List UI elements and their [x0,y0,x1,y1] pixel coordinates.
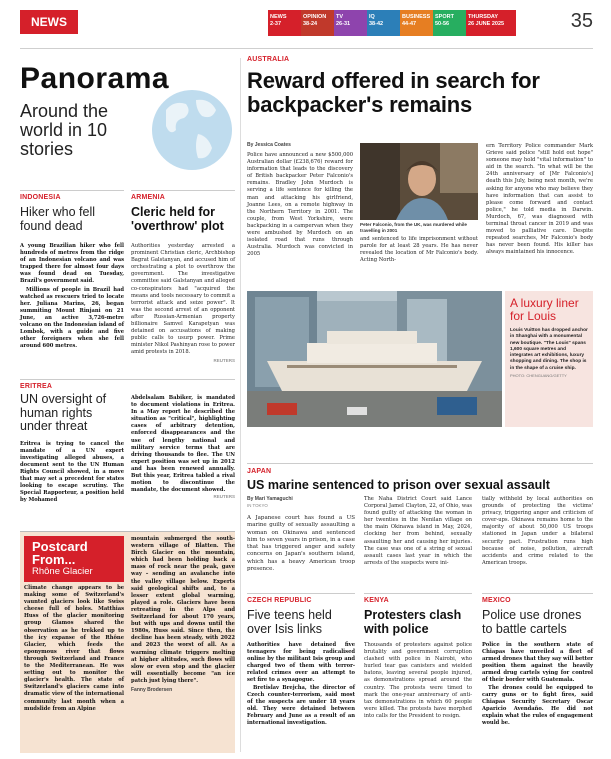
czech-body: Bretislav Brejcha, the director of Czech counter-terrorism, said most of the suspects are under 18 years old. They were detained between February and June as a result of an international investigation. [247,684,355,727]
japan-byline: By Mari Yamaguchi [247,496,293,502]
indonesia-lead: A young Brazilian hiker who fell hundreds of metres from the ridge of an Indonesian volcano and was trapped there for almost four days was found dead on Tuesday, Brazil's government said. [20,243,124,285]
nav-section-label: NEWS [270,14,287,20]
postcard-byline: Fanny Brodersen [131,686,173,693]
story-armenia [131,190,235,363]
nav-section-pages: 50-56 [435,21,450,28]
nav-section-pages: 2-37 [270,21,282,28]
indonesia-kicker: INDONESIA [20,194,61,201]
eritrea-headline: UN oversight of human rights under threat [20,392,107,433]
kenya-headline: Protesters clash with police [364,608,462,636]
japan-headline: US marine sentenced to prison over sexual assault [247,478,550,492]
nav-section-pages: 38-42 [369,21,384,28]
postcard-title-block [24,536,124,582]
panorama-banner [20,62,232,192]
globe-icon [152,82,232,186]
czech-lead: Authorities have detained five teenagers for being radicalised online by the militant Isis group and charged two of them with terror-related crimes over an attempt to set fire to a synagogue. [247,642,355,684]
liner-credit: PHOTO: CHENGUANG/GETTY [510,373,567,379]
nav-section-pages: 38-24 [303,21,318,28]
nav-section-sport[interactable] [433,10,466,36]
nav-section-tv[interactable] [334,10,367,36]
panorama-title: Panorama [20,62,170,95]
japan-kicker: JAPAN [247,468,272,475]
nav-section-label: TV [336,14,344,20]
date-value: 26 JUNE 2025 [468,21,505,28]
armenia-credit: REUTERS [213,357,235,363]
date-label: THURSDAY [468,14,499,20]
mexico-headline: Police use drones to battle cartels [482,608,582,636]
story-czech [247,593,355,727]
liner-caption: Louis Vuitton has dropped anchor in Shanghai with a monumental new boutique. "The Louis" spans 1,600 square metres and integrates art exhibitions, luxury shopping and dining. The shop is in the shape of a cruise ship. [510,328,588,371]
kenya-kicker: KENYA [364,597,389,604]
nav-section-label: BUSINESS [402,14,431,20]
indonesia-headline: Hiker who fell found dead [20,205,96,233]
nav-section-pages: 44-47 [402,21,417,28]
japan-col-2: The Naha District Court said Lance Corporal Jamel Clayton, 22, of Ohio, was found guilty of attacking the woman in her twenties in the Nenilan village on the main Okinawa island in May, 2024, clocking her from behind, sexually assaulting her and causing her injuries. The case was one of a string of sexual assault cases last year in which the arrests of the suspects were ini- [364,496,472,566]
nav-section-label: OPINION [303,14,327,20]
indonesia-body: Millions of people in Brazil had watched as rescuers tried to locate her. Juliana Marins, 26, began summiting Mount Rinjani on 21 June, an active 3,726-metre volcano on the Indonesian island of Lombok, with a guide and five other foreigners when she fell around 600 metres. [20,286,124,350]
australia-byline: By Jessica Coates [247,142,291,148]
section-tab: NEWS [20,10,78,34]
armenia-body: Authorities yesterday arrested a prominent Christian cleric, Archbishop Bagrat Galstanyan, and accused him of orchestrating a plot to overthrow the government. The investigative committee said Galstanyan and alleged co-conspirators had "acquired the means and tools necessary to commit a terrorist attack and seize power". It was the second arrest of an opponent after Russian-Armenian property billionaire Samvel Karapetyan was detained on accusations of making public calls to usurp power. Prime minister Nikol Pashinyan rose to power amid protests in 2018. [131,243,235,356]
nav-section-opinion[interactable] [301,10,334,36]
panorama-subtitle: Around the world in 10 stories [20,101,109,159]
mexico-lead: Police in the southern state of Chiapas have unveiled a fleet of armed drones that they say will better position them against the heavily armed drug cartels vying for control of their border with Guatemala. [482,642,593,684]
armenia-headline: Cleric held for 'overthrow' plot [131,205,224,233]
nav-section-iq[interactable] [367,10,400,36]
falconio-caption: Peter Falconio, from the UK, was murdered while travelling in 2001 [360,222,467,233]
mexico-kicker: MEXICO [482,597,511,604]
falconio-photo [360,143,478,220]
nav-section-label: IQ [369,14,375,20]
postcard-title: Postcard From... [32,539,88,567]
story-australia [247,56,593,116]
japan-col-1: A Japanese court has found a US marine guilty of sexually assaulting a woman on Okinawa and sentenced him to seven years in prison, in a case that has triggered anger and safety concerns on Japan's southern island, which has a heavy American troop presence. [247,515,355,573]
nav-section-label: SPORT [435,14,454,20]
column-divider [240,58,241,752]
eritrea-body-1: Eritrea is trying to cancel the mandate of a UN expert investigating alleged abuses, a document sent to the UN Human Rights Council showed, in a move that may set a precedent for states looking to escape scrutiny. The Special Rapporteur, a position held by Mohamed [20,440,124,504]
australia-kicker: AUSTRALIA [247,56,290,63]
date-tab [466,10,516,36]
postcard-body-1: Climate change appears to be making some of Switzerland's vaunted glaciers look like Swiss cheese full of holes. Matthias Huss of the glacier monitoring group Glamos shared the observation as he trekked up to the icy expanse of the Rhône Glacier, which feeds the eponymous river that flows through Switzerland and France to the Mediterranean. He was setting out to monitor the glacier's health. The state of Switzerland's glaciers came into dramatic view of the international community last month when a mudslide from an Alpine [24,585,124,712]
eritrea-credit: REUTERS [213,494,235,500]
header-rule [20,48,593,49]
story-mexico [482,593,593,727]
nav-section-pages: 26-31 [336,21,351,28]
story-eritrea [20,379,235,504]
japan-location: IN TOKYO [247,503,268,508]
eritrea-body-2: Abdelsalam Babiker, is mandated to document violations in Eritrea. In a May report he described the situation as "critical", highlighting cases of arbitrary detention, enforced disappearances and the use of lengthy national and military service terms that are driving thousands to flee. The UN expert position was set up in 2012 and has been renewed annually. But this year, Eritrea tabled a rival motion to discontinue the mandate, the document showed. [131,395,235,494]
story-indonesia [20,190,124,350]
australia-col-3: ern Territory Police commander Mark Grieve said police "still hold out hope" someone may hold "vital information" to aid in the search. "In what will be the 24th anniversary of [Mr Falconio's] death this July, being next month, we're asking for anyone who may believe they have information that can assist to please come forward and contact police," he told media in Darwin. Murdoch, 67, was diagnosed with terminal throat cancer in 2019 and was moved to palliative care. Despite repeated searches, Mr Falconio's body has never been found. His killer has always maintained his innocence. [486,143,593,256]
postcard-box [20,531,235,753]
postcard-place: Rhône Glacier [32,566,93,577]
kenya-body: Thousands of protesters against police brutality and government corruption clashed with police in Nairobi, who hurled tear gas canisters and wielded batons, leaving several people injured, as demonstrations spread around the country. The protests were timed to mark the one-year anniversary of anti-tax demonstrations in which 60 people were killed. The protests have morphed into calls for the President to resign. [364,642,472,719]
page-header [0,0,611,50]
mexico-body: The drones could be equipped to carry guns or to fight fires, said Chiapas Security Secretary Oscar Aparicio Avendaño. He did not explain what the rules of engagement would be. [482,684,593,727]
liner-headline: A luxury liner for Louis [510,296,579,323]
postcard-body-2: mountain submerged the south-western village of Blatten. The Birch Glacier on the mountain, which had been holding back a mass of rock near the peak, gave way – sending an avalanche into the valley village below. Experts said geological shifts and, to a lesser extent global warming, played a role. Glaciers have been retreating in the Alps and Switzerland for about 170 years, but with ups and downs until the 1980s, Huss said. Since then, the decline has been steady, with 2022 and 2023 the worst of all. As a warming climate triggers melting at higher altitudes, such flows will slow or even stop and the glacier will essentially become "an ice patch just lying there". [131,536,235,684]
australia-col-2: and sentenced to life imprisonment without parole for at least 28 years. He has never revealed the location of Mr Falconio's body. Acting North- [360,236,478,264]
liner-photo [247,291,502,427]
armenia-kicker: ARMENIA [131,194,166,201]
nav-section-business[interactable] [400,10,433,36]
page-number: 35 [570,10,593,32]
czech-kicker: CZECH REPUBLIC [247,597,312,604]
section-nav [268,10,516,36]
czech-headline: Five teens held over Isis links [247,608,332,636]
australia-col-1: Police have announced a new $500,000 Australian dollar (£238,676) reward for information that leads to the discovery of British backpacker Peter Falconio's remains. Bradley John Murdoch is serving a life sentence for killing the man and attacking his girlfriend, Joanne Lees, on a remote highway in the Northern Territory in 2001. The couple, from West Yorkshire, were backpacking in a campervan when they were ambushed by Murdoch on an isolated road that runs through Australia. Murdoch was convicted in 2005 [247,152,353,258]
nav-section-news[interactable] [268,10,301,36]
story-kenya [364,593,472,720]
australia-headline: Reward offered in search for backpacker's remains [247,68,540,117]
japan-col-3: tially withheld by local authorities on grounds of protecting the victims' privacy, triggering anger and criticism of cover-ups. Okinawa remains home to the majority of about 50,000 US troops stationed in Japan under a bilateral security pact. Frustration runs high because of noise, pollution, aircraft accidents and crime related to the American troops. [482,496,593,566]
story-japan [247,463,593,492]
eritrea-kicker: ERITREA [20,383,53,390]
liner-box [505,291,593,427]
